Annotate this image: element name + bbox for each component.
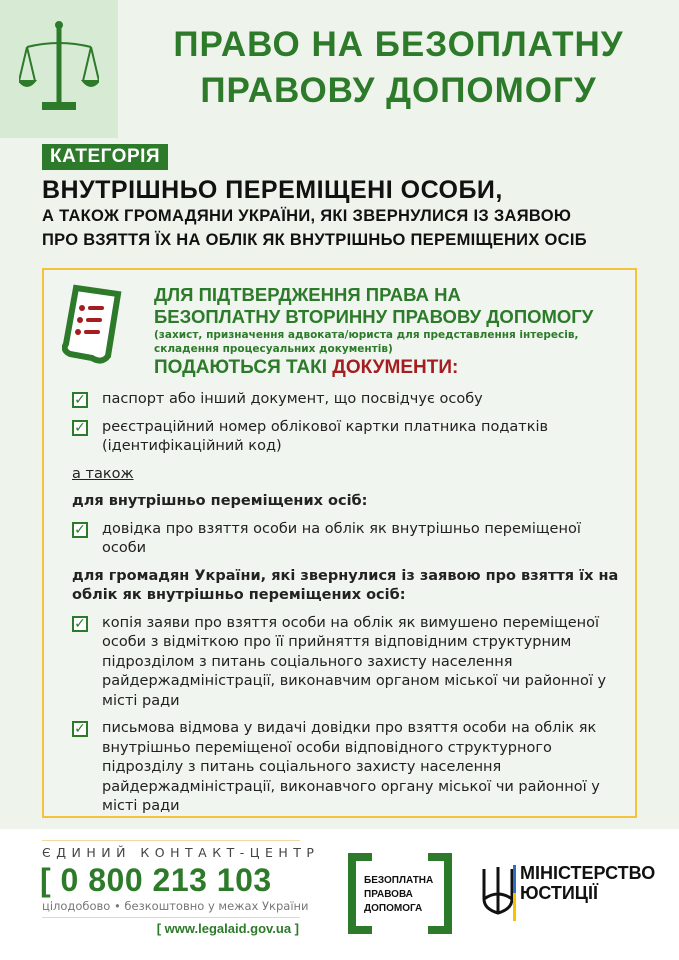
list-item-text: письмова відмова у видачі довідки про взяття особи на облік як внутрішньо переміщеної особи відповідного структурного підрозділу з питань соціального захисту населення райдержадміністрації, виконавчого органу міської чи районної у місті ради <box>102 720 600 814</box>
category-badge: КАТЕГОРІЯ <box>42 144 168 170</box>
document-list-icon <box>62 284 124 366</box>
group-title: для громадян України, які звернулися із заявою про взяття їх на облік як внутрішньо переміщених осіб: <box>72 567 619 603</box>
list-item <box>72 418 622 457</box>
documents-box <box>42 268 637 818</box>
ministry-line: МІНІСТЕРСТВО <box>520 863 656 883</box>
legal-aid-logo <box>348 853 452 934</box>
title-line: ПРАВО НА БЕЗОПЛАТНУ <box>173 25 624 64</box>
box-heading-line: ДЛЯ ПІДТВЕРДЖЕННЯ ПРАВА НА <box>154 284 461 305</box>
box-note-line: (захист, призначення адвоката/юриста для представлення інтересів, <box>154 329 579 341</box>
ministry-line: ЮСТИЦІЇ <box>520 883 598 903</box>
ministry-name <box>520 863 655 903</box>
box-note <box>154 328 579 356</box>
checkbox-checked-icon: ✓ <box>72 392 88 408</box>
documents-heading <box>154 356 458 380</box>
list-item <box>72 614 622 712</box>
logo-line: ДОПОМОГА <box>364 903 423 914</box>
page-title <box>118 22 679 114</box>
list-item <box>72 719 622 817</box>
scales-of-justice-icon <box>19 19 99 119</box>
phone-note: цілодобово • безкоштовно у межах України <box>42 899 309 913</box>
list-item-text: копія заяви про взяття особи на облік як вимушено переміщеної особи з відміткою про її прийняття відповідним структурним підрозділом з питань соціального захисту населення райдержадміністрації, виконавчим органом міської чи районної у місті ради <box>102 614 607 709</box>
also-label: а також <box>72 465 134 482</box>
legal-aid-logo-text <box>364 874 433 916</box>
documents-list <box>72 390 622 825</box>
contact-center-label: ЄДИНИЙ КОНТАКТ-ЦЕНТР <box>42 845 320 860</box>
list-item-text: довідка про взяття особи на облік як внутрішньо переміщеної особи <box>102 520 581 556</box>
subheading-line: А ТАКОЖ ГРОМАДЯНИ УКРАЇНИ, ЯКІ ЗВЕРНУЛИСЯ ІЗ ЗАЯВОЮ <box>42 207 572 225</box>
divider <box>42 840 300 841</box>
category-subheading <box>42 204 587 252</box>
box-heading <box>154 284 593 328</box>
box-note-line: складення процесуальних документів) <box>154 343 393 355</box>
documents-heading-highlight: ДОКУМЕНТИ: <box>332 357 459 378</box>
phone-number[interactable]: [ 0 800 213 103 <box>40 862 272 898</box>
checkbox-checked-icon: ✓ <box>72 616 88 632</box>
website-link[interactable]: [ www.legalaid.gov.ua ] <box>156 921 299 936</box>
list-item-text: паспорт або інший документ, що посвідчує особу <box>102 391 483 407</box>
checkbox-checked-icon: ✓ <box>72 420 88 436</box>
category-heading: ВНУТРІШНЬО ПЕРЕМІЩЕНІ ОСОБИ, <box>42 176 503 204</box>
footer <box>0 829 679 960</box>
checkbox-checked-icon: ✓ <box>72 522 88 538</box>
subheading-line: ПРО ВЗЯТТЯ ЇХ НА ОБЛІК ЯК ВНУТРІШНЬО ПЕРЕМІЩЕНИХ ОСІБ <box>42 231 587 249</box>
logo-panel <box>0 0 118 138</box>
box-heading-line: БЕЗОПЛАТНУ ВТОРИННУ ПРАВОВУ ДОПОМОГУ <box>154 306 594 327</box>
logo-line: ПРАВОВА <box>364 889 413 900</box>
divider <box>42 917 300 918</box>
group-title: для внутрішньо переміщених осіб: <box>72 493 368 509</box>
checkbox-checked-icon: ✓ <box>72 721 88 737</box>
title-line: ПРАВОВУ ДОПОМОГУ <box>200 71 597 110</box>
logo-line: БЕЗОПЛАТНА <box>364 875 434 886</box>
list-item <box>72 390 622 410</box>
documents-heading-prefix: ПОДАЮТЬСЯ ТАКІ <box>154 357 333 378</box>
list-item <box>72 520 622 559</box>
trident-emblem-icon <box>480 865 516 921</box>
list-item-text: реєстраційний номер облікової картки платника податків (ідентифікаційний код) <box>102 418 549 454</box>
